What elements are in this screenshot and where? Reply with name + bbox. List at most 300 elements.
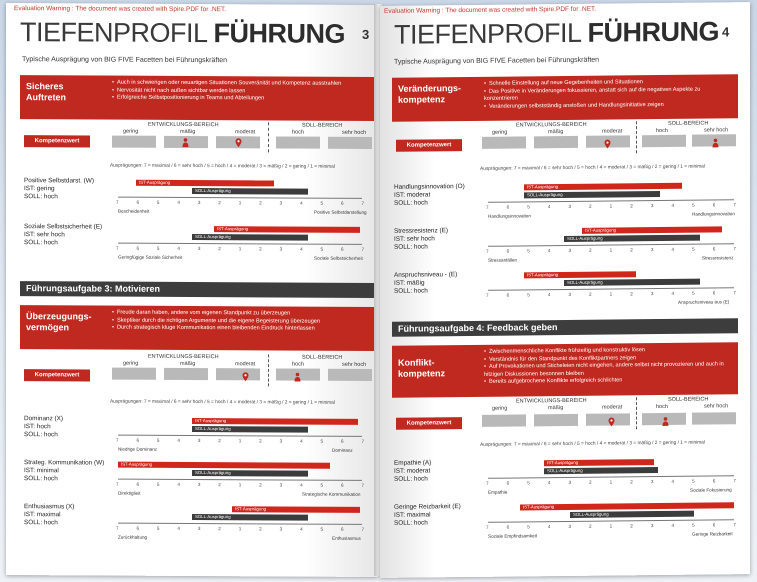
- kompetenzwert-label: Kompetenzwert: [396, 139, 462, 152]
- axis-tick-label: 7: [116, 437, 119, 443]
- ist-bar-label: IST-Ausprägung: [585, 227, 617, 233]
- axis-tick-label: 4: [547, 292, 551, 298]
- axis-right-label: Geringe Reizbarkeit: [692, 531, 733, 537]
- axis-ticks: [486, 246, 736, 254]
- title-light: TIEFENPROFIL: [394, 17, 588, 50]
- axis-tick-label: 3: [279, 200, 283, 206]
- bullet-item: • Das Positive in Veränderungen fokussieren, anstatt sich auf die negativen Aspekte zu konzentrieren: [484, 86, 732, 104]
- ist-bar: [520, 502, 734, 510]
- axis-tick-label: 2: [589, 479, 592, 485]
- axis-tick-label: 2: [218, 482, 221, 488]
- facet-labels: [24, 415, 63, 439]
- level-cell: [642, 135, 686, 147]
- level-cell: [276, 136, 320, 148]
- level-label: moderat: [235, 129, 256, 136]
- ist-bar: [232, 506, 360, 513]
- level-label: mäßig: [548, 405, 564, 412]
- soll-bar-label: SOLL-Ausprägung: [573, 511, 609, 517]
- axis-tick-label: 5: [692, 202, 695, 208]
- axis-left-label: Zurückhaltung: [118, 534, 148, 540]
- target-area-label: SOLL-BEREICH: [668, 396, 709, 403]
- facet-name: Dominanz (X): [24, 415, 64, 423]
- target-area-label: SOLL-BEREICH: [302, 122, 343, 129]
- facet-soll: SOLL: hoch: [394, 243, 428, 251]
- axis-tick-label: 6: [712, 478, 716, 484]
- soll-bar: [524, 191, 660, 198]
- ist-bar-label: IST-Ausprägung: [523, 504, 555, 510]
- axis-tick-label: 4: [300, 482, 303, 488]
- axis-tick-label: 3: [650, 247, 654, 253]
- axis-tick-label: 2: [630, 291, 633, 297]
- axis-left-label: Niedrige Dominanz: [118, 446, 158, 452]
- level-cell: [534, 414, 578, 426]
- facet-axis: [118, 197, 362, 199]
- axis-tick-label: 4: [300, 200, 303, 206]
- axis-ticks: [486, 202, 736, 210]
- facet-soll: SOLL: hoch: [24, 193, 58, 201]
- facet-ist: IST: mäßig: [394, 279, 425, 287]
- axis-ticks: [116, 438, 364, 444]
- facet-labels: [24, 177, 94, 201]
- facet-soll: SOLL: hoch: [24, 239, 58, 247]
- axis-tick-label: 6: [506, 480, 510, 486]
- soll-bar: [570, 511, 694, 518]
- soll-bar-label: SOLL-Ausprägung: [195, 426, 231, 432]
- axis-tick-label: 6: [506, 292, 510, 298]
- axis-tick-label: 4: [177, 245, 180, 251]
- axis-tick-label: 6: [340, 526, 344, 532]
- axis-tick-label: 3: [650, 291, 654, 297]
- level-label: gering: [123, 128, 139, 135]
- axis-tick-label: 6: [136, 437, 140, 443]
- axis-tick-label: 5: [156, 199, 160, 205]
- title-light: TIEFENPROFIL: [20, 17, 214, 49]
- axis-tick-label: 7: [361, 438, 364, 444]
- level-label: moderat: [235, 361, 256, 368]
- axis-tick-label: 5: [527, 480, 530, 486]
- axis-tick-label: 7: [486, 248, 489, 254]
- level-cell: [482, 414, 526, 426]
- axis-tick-label: 7: [733, 246, 736, 252]
- bullet-item: • Auf Provokationen und Sticheleien nicht eingehen, andere selbst nicht provozieren und auch in hitzigen Diskussionen besonnen bleiben: [484, 361, 732, 379]
- axis-tick-label: 6: [136, 199, 140, 205]
- axis-tick-label: 7: [733, 478, 736, 484]
- facet-axis: [118, 243, 362, 245]
- axis-tick-label: 4: [547, 524, 551, 530]
- facet-labels: [394, 183, 465, 208]
- facet-ist: IST: sehr hoch: [394, 235, 435, 243]
- axis-tick-label: 4: [547, 480, 551, 486]
- axis-tick-label: 7: [486, 204, 489, 210]
- bullet-item: • Bereits aufgebrochene Konflikte erfolgreich schlichten: [484, 377, 732, 387]
- axis-tick-label: 1: [238, 526, 242, 532]
- facet-labels: [24, 459, 104, 483]
- competency-scale: [20, 353, 374, 391]
- axis-tick-label: 6: [136, 525, 140, 531]
- axis-tick-label: 2: [630, 247, 633, 253]
- evaluation-warning: Evaluation Warning : The document was created with Spire.PDF for .NET.: [14, 5, 227, 14]
- axis-tick-label: 3: [568, 479, 571, 485]
- section-header: Führungsaufgabe 4: Feedback geben: [392, 318, 738, 337]
- axis-tick-label: 3: [650, 479, 654, 485]
- facet-name: Geringe Reizbarkeit (E): [394, 503, 461, 511]
- axis-tick-label: 5: [692, 522, 695, 528]
- page-title: [20, 17, 345, 50]
- facet-ist: IST: moderat: [394, 467, 431, 475]
- ist-bar: [214, 226, 360, 233]
- soll-bar-label: SOLL-Ausprägung: [195, 234, 231, 240]
- competency-box-sicheres-auftreten: [20, 75, 374, 121]
- axis-tick-label: 5: [156, 437, 160, 443]
- axis-tick-label: 5: [156, 481, 160, 487]
- axis-tick-label: 3: [568, 291, 571, 297]
- ist-bar: [582, 226, 722, 233]
- ist-bar-label: IST-Ausprägung: [217, 226, 249, 232]
- ist-bar: [136, 180, 274, 187]
- bullet-item: • Freude daran haben, andere vom eigenen Standpunkt zu überzeugen: [112, 310, 368, 319]
- axis-right-label: Dominanz: [332, 447, 353, 453]
- axis-tick-label: 2: [259, 526, 262, 532]
- bullet-item: • Verständnis für den Standpunkt des Konfliktpartners zeigen: [484, 354, 732, 364]
- axis-tick-label: 1: [238, 482, 242, 488]
- axis-tick-label: 4: [671, 202, 675, 208]
- person-icon: [712, 138, 719, 147]
- facet-name: Handlungsinnovation (O): [394, 183, 465, 191]
- ist-bar: [192, 418, 358, 425]
- level-label: moderat: [602, 128, 623, 135]
- axis-left-label: Soziale Empfindsamkeit: [488, 533, 538, 539]
- axis-tick-label: 1: [609, 479, 613, 485]
- axis-tick-label: 2: [218, 246, 221, 252]
- right-page: [380, 2, 750, 578]
- soll-bar-label: SOLL-Ausprägung: [195, 514, 231, 520]
- axis-tick-label: 3: [568, 247, 571, 253]
- axis-tick-label: 6: [506, 248, 510, 254]
- soll-bar-label: SOLL-Ausprägung: [547, 467, 583, 474]
- axis-tick-label: 1: [609, 203, 613, 209]
- facet-labels: [394, 271, 457, 296]
- development-area-label: ENTWICKLUNGS-BEREICH: [516, 121, 587, 129]
- axis-tick-label: 4: [547, 248, 551, 254]
- location-pin-icon: [604, 140, 611, 149]
- ist-bar: [524, 271, 636, 278]
- axis-tick-label: 7: [361, 200, 364, 206]
- competency-box-konfliktkompetenz: [392, 342, 738, 398]
- facet-soll: SOLL: hoch: [24, 475, 58, 483]
- target-area-label: SOLL-BEREICH: [302, 354, 343, 361]
- level-cell: [112, 136, 156, 148]
- facet-labels: [394, 459, 431, 483]
- axis-tick-label: 3: [650, 523, 654, 529]
- level-label: sehr hoch: [704, 403, 729, 410]
- facet-labels: [394, 503, 461, 528]
- kompetenzwert-label: Kompetenzwert: [24, 369, 90, 381]
- facet-ist: IST: hoch: [24, 423, 51, 431]
- location-pin-icon: [235, 138, 242, 147]
- competency-heading: Konflikt-kompetenz: [398, 357, 446, 379]
- bullet-item: • Skeptiker durch die richtigen Argumente und die eigene Begeisterung überzeugen: [112, 317, 368, 326]
- axis-tick-label: 6: [712, 246, 716, 252]
- soll-bar: [192, 426, 308, 433]
- development-area-label: ENTWICKLUNGS-BEREICH: [148, 121, 219, 129]
- bullet-item: • Zwischenmenschliche Konflikte frühzeitig und konstruktiv lösen: [484, 346, 732, 356]
- axis-tick-label: 6: [340, 482, 344, 488]
- axis-left-label: Stressanfällen: [488, 257, 518, 263]
- soll-bar: [192, 188, 308, 195]
- level-label: hoch: [292, 361, 304, 368]
- facet-name: Enthusiasmus (X): [24, 503, 75, 511]
- level-cell: [534, 136, 578, 148]
- axis-tick-label: 6: [340, 246, 344, 252]
- axis-tick-label: 7: [116, 199, 119, 205]
- facet-labels: [394, 227, 448, 252]
- axis-tick-label: 6: [712, 290, 716, 296]
- axis-right-label: Strategische Kommunikation: [302, 491, 361, 497]
- axis-tick-label: 7: [116, 245, 119, 251]
- axis-tick-label: 3: [279, 246, 283, 252]
- axis-tick-label: 4: [671, 478, 675, 484]
- area-divider: [268, 354, 269, 386]
- axis-tick-label: 2: [259, 438, 262, 444]
- facet-name: Empathie (A): [394, 459, 432, 467]
- brochure-spread: [6, 4, 751, 576]
- facet-soll: SOLL: hoch: [394, 475, 428, 483]
- facet-ist: IST: sehr hoch: [24, 231, 65, 239]
- competency-scale: [20, 121, 374, 159]
- competency-bullets: [484, 346, 732, 387]
- facet-labels: [24, 223, 102, 247]
- axis-tick-label: 5: [692, 478, 695, 484]
- location-pin-icon: [608, 417, 615, 426]
- axis-tick-label: 2: [630, 203, 633, 209]
- level-cell: [692, 412, 736, 424]
- axis-tick-label: 7: [361, 526, 364, 532]
- scale-legend: Ausprägungen: 7 = maximal / 6 = sehr hoch / 5 = hoch / 4 = moderat / 3 = mäßig / 2 = gering / 1 = minimal: [480, 164, 705, 172]
- axis-tick-label: 1: [238, 200, 242, 206]
- area-divider: [268, 122, 269, 152]
- axis-tick-label: 7: [733, 202, 736, 208]
- facet-name: Stressresistenz (E): [394, 227, 448, 235]
- area-divider: [636, 397, 637, 429]
- soll-bar: [544, 467, 658, 474]
- axis-left-label: Empathie: [488, 489, 508, 495]
- axis-tick-label: 2: [218, 200, 221, 206]
- facet-ist: IST: maximal: [394, 511, 431, 519]
- kompetenzwert-label: Kompetenzwert: [24, 135, 90, 147]
- facet-name: Strateg. Kommunikation (W): [24, 459, 105, 467]
- axis-tick-label: 4: [300, 526, 303, 532]
- axis-ticks: [116, 246, 364, 252]
- axis-tick-label: 4: [547, 204, 551, 210]
- axis-right-label: Anspruchsniveau aus (E): [678, 299, 730, 305]
- target-area-label: SOLL-BEREICH: [668, 120, 709, 127]
- axis-tick-label: 6: [712, 202, 716, 208]
- axis-tick-label: 6: [712, 522, 716, 528]
- level-label: sehr hoch: [342, 129, 367, 136]
- ist-bar-label: IST-Ausprägung: [195, 418, 227, 424]
- axis-tick-label: 2: [259, 246, 262, 252]
- page-subtitle: Typische Ausprägung von BIG FIVE Facetten bei Führungskräften: [22, 56, 228, 65]
- soll-bar-label: SOLL-Ausprägung: [527, 192, 563, 198]
- competency-scale: [392, 120, 738, 160]
- level-label: gering: [492, 405, 508, 412]
- bullet-item: • Veränderungen selbstständig anstoßen und Handlungsinitiative zeigen: [484, 101, 732, 111]
- axis-right-label: Enthusiasmus: [332, 535, 361, 541]
- level-label: sehr hoch: [704, 127, 729, 134]
- axis-tick-label: 3: [197, 200, 201, 206]
- bullet-item: • Erfolgreiche Selbstpositionierung in Teams und Abteilungen: [112, 95, 368, 104]
- soll-bar-label: SOLL-Ausprägung: [195, 188, 231, 194]
- facet-ist: IST: maximal: [24, 511, 61, 519]
- bullet-item: • Nervosität nicht nach außen sichtbar werden lassen: [112, 87, 368, 96]
- axis-tick-label: 1: [609, 523, 613, 529]
- section-header: Führungsaufgabe 3: Motivieren: [20, 281, 374, 298]
- ist-bar-label: IST-Ausprägung: [121, 461, 153, 467]
- facet-soll: SOLL: hoch: [24, 519, 58, 527]
- ist-bar: [118, 462, 330, 469]
- axis-ticks: [116, 200, 364, 206]
- axis-tick-label: 3: [197, 482, 201, 488]
- axis-tick-label: 7: [361, 246, 364, 252]
- person-icon: [662, 417, 669, 426]
- axis-tick-label: 7: [116, 525, 119, 531]
- ist-bar: [524, 183, 682, 191]
- soll-bar-label: SOLL-Ausprägung: [567, 235, 603, 241]
- axis-tick-label: 2: [218, 438, 221, 444]
- axis-tick-label: 7: [486, 524, 489, 530]
- axis-tick-label: 4: [177, 199, 180, 205]
- axis-right-label: Positive Selbstdarstellung: [314, 209, 367, 215]
- left-page: [6, 3, 378, 577]
- level-label: hoch: [656, 403, 668, 411]
- axis-ticks: [486, 478, 736, 486]
- facet-soll: SOLL: hoch: [394, 519, 428, 527]
- axis-tick-label: 4: [300, 438, 303, 444]
- axis-tick-label: 1: [609, 291, 613, 297]
- competency-scale: [392, 396, 738, 436]
- axis-tick-label: 3: [197, 246, 201, 252]
- facet-name: Positive Selbstdarst. (W): [24, 177, 94, 185]
- axis-ticks: [116, 526, 364, 532]
- soll-bar-label: SOLL-Ausprägung: [567, 279, 603, 285]
- facet-ist: IST: minimal: [24, 467, 59, 475]
- axis-ticks: [486, 290, 736, 298]
- facet-labels: [24, 503, 74, 527]
- ist-bar-label: IST-Ausprägung: [547, 459, 579, 466]
- level-cell: [112, 368, 156, 380]
- level-label: gering: [492, 129, 508, 136]
- axis-tick-label: 5: [527, 524, 530, 530]
- level-label: mäßig: [548, 129, 564, 136]
- title-bold: FÜHRUNG: [213, 18, 346, 49]
- axis-left-label: Handlungsinnovation: [488, 213, 531, 219]
- level-label: gering: [123, 360, 139, 367]
- soll-bar-label: SOLL-Ausprägung: [195, 470, 231, 476]
- facet-axis: [118, 479, 362, 481]
- axis-tick-label: 1: [238, 246, 242, 252]
- axis-tick-label: 2: [589, 291, 592, 297]
- competency-box-ueberzeugungsvermoegen: [20, 305, 374, 351]
- axis-tick-label: 5: [692, 246, 695, 252]
- area-divider: [636, 121, 637, 153]
- axis-tick-label: 3: [197, 438, 201, 444]
- location-pin-icon: [242, 372, 249, 381]
- axis-left-label: Bescheidenheit: [118, 208, 150, 214]
- page-title: [394, 16, 719, 50]
- axis-tick-label: 4: [671, 246, 675, 252]
- axis-tick-label: 4: [671, 522, 675, 528]
- axis-right-label: Handlungsinnovation: [692, 211, 735, 217]
- axis-tick-label: 3: [279, 526, 283, 532]
- axis-left-label: Direktiglieit: [118, 490, 141, 496]
- soll-bar: [192, 234, 308, 241]
- level-label: mäßig: [180, 128, 196, 136]
- axis-tick-label: 3: [568, 523, 571, 529]
- scale-legend: Ausprägungen: 7 = maximal / 6 = sehr hoch / 5 = hoch / 4 = moderat / 3 = mäßig / 2 = gering / 1 = minimal: [110, 163, 335, 170]
- axis-tick-label: 5: [692, 290, 695, 296]
- axis-tick-label: 2: [259, 200, 262, 206]
- competency-box-veraenderungskompetenz: [392, 74, 738, 122]
- bullet-item: • Auch in schwierigen oder neuartigen Situationen Souveränität und Kompetenz ausstrahlen: [112, 80, 368, 89]
- axis-tick-label: 6: [340, 438, 344, 444]
- level-cell: [164, 368, 208, 380]
- axis-tick-label: 7: [116, 481, 119, 487]
- competency-heading: Überzeugungs-vermögen: [26, 311, 92, 333]
- axis-tick-label: 2: [589, 247, 592, 253]
- title-bold: FÜHRUNG: [587, 16, 720, 48]
- axis-tick-label: 6: [340, 200, 344, 206]
- axis-tick-label: 6: [136, 245, 140, 251]
- page-subtitle: Typische Ausprägung von BIG FIVE Facetten bei Führungskräften: [394, 56, 600, 66]
- level-label: moderat: [602, 404, 623, 411]
- axis-ticks: [116, 482, 364, 488]
- axis-tick-label: 4: [177, 481, 180, 487]
- axis-tick-label: 4: [671, 290, 675, 296]
- ist-bar-label: IST-Ausprägung: [235, 506, 267, 512]
- axis-right-label: Stressresistenz: [702, 255, 734, 261]
- axis-right-label: Soziale Fokusierung: [690, 487, 732, 493]
- axis-tick-label: 3: [650, 203, 654, 209]
- ist-bar-label: IST-Ausprägung: [527, 184, 559, 190]
- level-cell: [216, 368, 260, 380]
- person-icon: [182, 138, 189, 147]
- axis-tick-label: 6: [506, 524, 510, 530]
- axis-tick-label: 5: [320, 246, 324, 252]
- axis-tick-label: 5: [527, 248, 530, 254]
- soll-bar: [564, 279, 700, 286]
- development-area-label: ENTWICKLUNGS-BEREICH: [516, 397, 587, 405]
- facet-ist: IST: moderat: [394, 191, 431, 199]
- level-cell: [328, 369, 372, 381]
- level-label: mäßig: [180, 360, 196, 368]
- evaluation-warning: Evaluation Warning : The document was created with Spire.PDF for .NET.: [384, 5, 597, 15]
- facet-soll: SOLL: hoch: [24, 431, 58, 439]
- level-cell: [482, 136, 526, 148]
- axis-tick-label: 3: [279, 482, 283, 488]
- axis-tick-label: 5: [156, 525, 160, 531]
- page-number: 4: [722, 24, 730, 40]
- facet-name: Anspruchsniveau - (E): [394, 271, 458, 279]
- axis-left-label: Geringfügige Soziale Sicherheit: [118, 254, 183, 260]
- axis-tick-label: 5: [320, 482, 324, 488]
- ist-bar: [544, 459, 654, 466]
- competency-bullets: [112, 80, 368, 104]
- soll-bar: [564, 235, 700, 242]
- kompetenzwert-label: Kompetenzwert: [396, 417, 462, 430]
- axis-tick-label: 5: [320, 438, 324, 444]
- axis-tick-label: 4: [177, 525, 180, 531]
- ist-bar-label: IST-Ausprägung: [527, 272, 559, 278]
